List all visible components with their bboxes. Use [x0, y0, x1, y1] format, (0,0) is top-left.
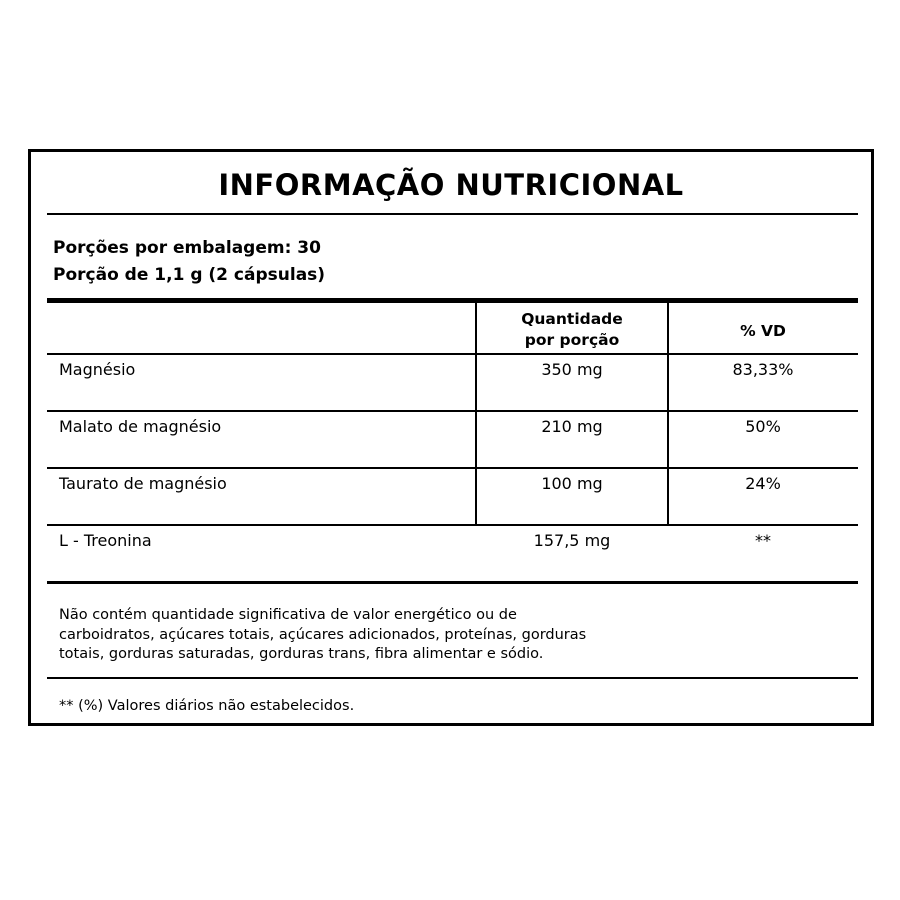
nutrient-quantity: 100 mg — [541, 474, 603, 493]
nutrient-quantity: 210 mg — [541, 417, 603, 436]
daily-values-note: ** (%) Valores diários não estabelecidos. — [59, 698, 355, 714]
portion-size: Porção de 1,1 g (2 cápsulas) — [53, 265, 326, 285]
column-header-quantity — [476, 309, 668, 351]
note-line: totais, gorduras saturadas, gorduras trans, fibra alimentar e sódio. — [59, 646, 544, 662]
nutrient-dv: 50% — [745, 417, 781, 436]
note-line: Não contém quantidade significativa de valor energético ou de — [59, 607, 517, 623]
nutrient-dv: ** — [755, 531, 771, 550]
column-header-quantity-line2: por porção — [524, 331, 620, 349]
nutrient-name: L - Treonina — [59, 531, 152, 550]
header-row-divider — [47, 353, 858, 355]
nutrient-name: Taurato de magnésio — [59, 474, 227, 493]
row-divider — [47, 467, 858, 469]
nutrition-facts-panel — [28, 149, 874, 726]
nutrient-name: Malato de magnésio — [59, 417, 222, 436]
nutrient-quantity: 350 mg — [541, 360, 603, 379]
notes-divider — [47, 677, 858, 679]
thick-divider-top — [47, 298, 858, 303]
nutrient-name: Magnésio — [59, 360, 136, 379]
note-line: carboidratos, açúcares totais, açúcares adicionados, proteínas, gorduras — [59, 626, 587, 643]
row-divider — [47, 410, 858, 412]
servings-info — [53, 235, 325, 289]
nutrient-quantity: 157,5 mg — [533, 531, 611, 550]
row-divider — [47, 524, 858, 526]
panel-title: INFORMAÇÃO NUTRICIONAL — [218, 168, 684, 202]
insignificant-nutrients-note — [59, 606, 586, 665]
column-header-dv: % VD — [740, 322, 786, 340]
nutrient-dv: 83,33% — [732, 360, 794, 379]
nutrient-dv: 24% — [745, 474, 781, 493]
servings-per-package: Porções por embalagem: 30 — [53, 238, 321, 258]
title-divider — [47, 213, 858, 215]
column-header-quantity-line1: Quantidade — [521, 310, 623, 328]
thick-divider-bottom — [47, 581, 858, 584]
